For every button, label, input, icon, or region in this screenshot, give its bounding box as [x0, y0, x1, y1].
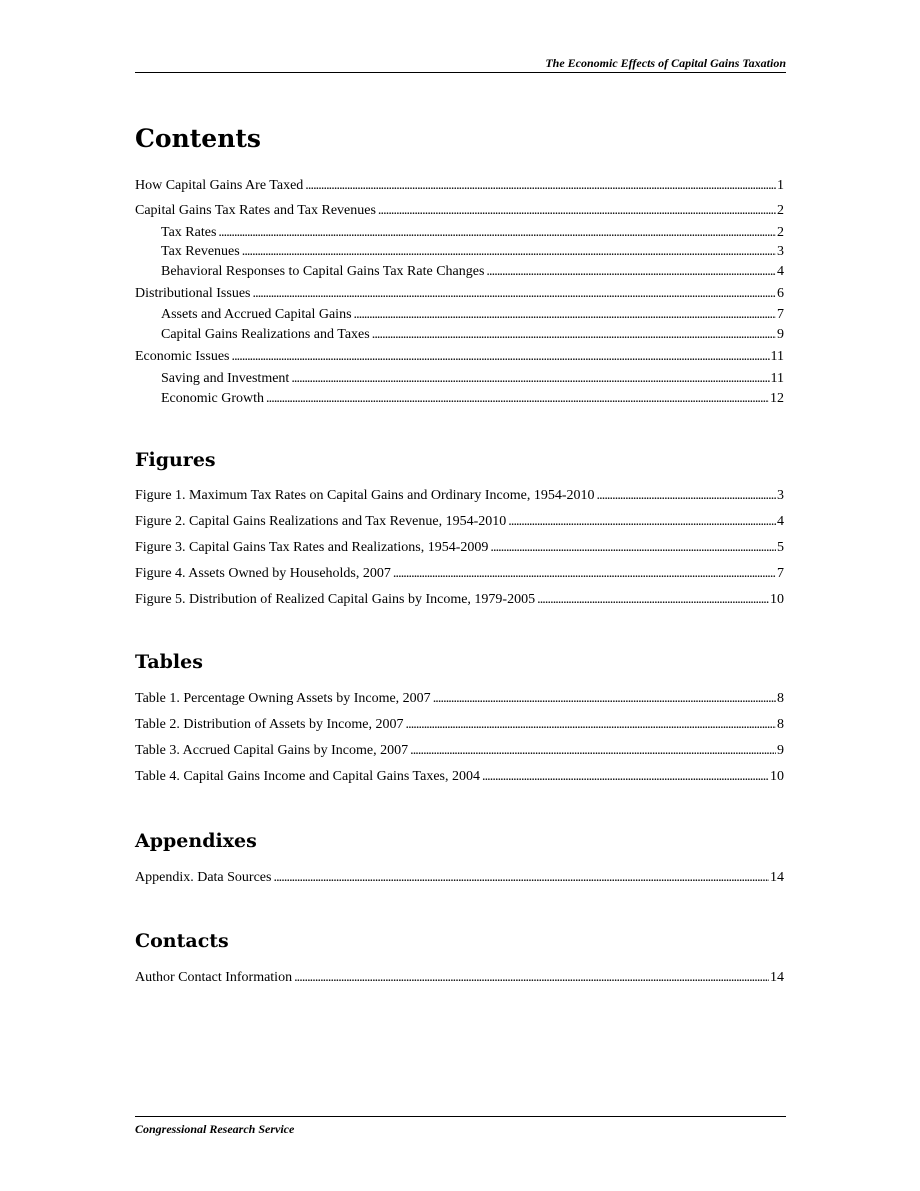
dot-leader	[378, 202, 776, 220]
toc-entry-page: 4	[777, 264, 784, 279]
toc-entry-label: Economic Growth	[161, 391, 265, 406]
dot-leader	[410, 742, 776, 760]
footer-text: Congressional Research Service	[135, 1122, 295, 1136]
figure-entry[interactable]	[135, 487, 784, 505]
dot-leader	[231, 348, 769, 366]
toc-entry-page: 14	[770, 970, 784, 985]
tables-heading: Tables	[135, 651, 203, 673]
toc-entry[interactable]	[135, 285, 784, 303]
contents-heading: Contents	[135, 124, 262, 153]
toc-entry-label: How Capital Gains Are Taxed	[135, 178, 304, 193]
dot-leader	[433, 690, 776, 708]
toc-entry-page: 12	[770, 391, 784, 406]
toc-entry-page: 4	[777, 514, 784, 529]
dot-leader	[406, 716, 777, 734]
dot-leader	[372, 326, 776, 344]
toc-entry-page: 1	[777, 178, 784, 193]
toc-entry-page: 2	[777, 203, 784, 218]
toc-entry-label: Figure 3. Capital Gains Tax Rates and Realizations, 1954-2009	[135, 540, 489, 555]
table-entry[interactable]	[135, 716, 784, 734]
toc-entry-page: 9	[777, 327, 784, 342]
dot-leader	[294, 969, 769, 987]
toc-entry-page: 11	[770, 371, 784, 386]
toc-entry-label: Table 1. Percentage Owning Assets by Income, 2007	[135, 691, 431, 706]
running-header	[135, 54, 786, 73]
toc-entry-label: Saving and Investment	[161, 371, 290, 386]
toc-entry-label: Table 2. Distribution of Assets by Income, 2007	[135, 717, 404, 732]
toc-subentry[interactable]	[161, 390, 784, 408]
table-entry[interactable]	[135, 690, 784, 708]
toc-entry-page: 8	[777, 717, 784, 732]
toc-entry-label: Figure 2. Capital Gains Realizations and Tax Revenue, 1954-2010	[135, 514, 507, 529]
toc-subentry[interactable]	[161, 306, 784, 324]
toc-entry-label: Capital Gains Tax Rates and Tax Revenues	[135, 203, 376, 218]
contacts-heading: Contacts	[135, 930, 229, 952]
dot-leader	[218, 224, 776, 242]
dot-leader	[490, 539, 776, 557]
toc-entry-page: 14	[770, 870, 784, 885]
toc-entry-page: 10	[770, 769, 784, 784]
toc-entry[interactable]	[135, 348, 784, 366]
toc-entry-label: Table 4. Capital Gains Income and Capital Gains Taxes, 2004	[135, 769, 480, 784]
toc-entry-label: Tax Revenues	[161, 244, 240, 259]
figures-heading: Figures	[135, 449, 216, 471]
dot-leader	[305, 177, 776, 195]
appendix-entry[interactable]	[135, 869, 784, 887]
dot-leader	[354, 306, 776, 324]
figure-entry[interactable]	[135, 591, 784, 609]
toc-subentry[interactable]	[161, 263, 784, 281]
toc-entry-label: Distributional Issues	[135, 286, 251, 301]
dot-leader	[273, 869, 769, 887]
toc-entry-page: 3	[777, 488, 784, 503]
appendixes-heading: Appendixes	[135, 830, 257, 852]
dot-leader	[486, 263, 776, 281]
toc-entry-page: 10	[770, 592, 784, 607]
toc-entry-page: 7	[777, 307, 784, 322]
toc-subentry[interactable]	[161, 326, 784, 344]
dot-leader	[266, 390, 769, 408]
dot-leader	[597, 487, 776, 505]
toc-entry-label: Figure 1. Maximum Tax Rates on Capital Gains and Ordinary Income, 1954-2010	[135, 488, 595, 503]
table-entry[interactable]	[135, 742, 784, 760]
toc-entry-page: 3	[777, 244, 784, 259]
toc-entry[interactable]	[135, 202, 784, 220]
figure-entry[interactable]	[135, 513, 784, 531]
toc-entry-page: 5	[777, 540, 784, 555]
toc-entry-label: Appendix. Data Sources	[135, 870, 272, 885]
dot-leader	[508, 513, 776, 531]
toc-entry[interactable]	[135, 177, 784, 195]
toc-subentry[interactable]	[161, 243, 784, 261]
toc-entry-label: Author Contact Information	[135, 970, 293, 985]
dot-leader	[393, 565, 776, 583]
toc-entry-page: 7	[777, 566, 784, 581]
toc-entry-label: Figure 4. Assets Owned by Households, 2007	[135, 566, 391, 581]
toc-entry-page: 6	[777, 286, 784, 301]
toc-entry-label: Figure 5. Distribution of Realized Capital Gains by Income, 1979-2005	[135, 592, 536, 607]
figure-entry[interactable]	[135, 539, 784, 557]
table-entry[interactable]	[135, 768, 784, 786]
toc-entry-label: Behavioral Responses to Capital Gains Tax Rate Changes	[161, 264, 485, 279]
page-footer	[135, 1116, 786, 1137]
dot-leader	[242, 243, 776, 261]
dot-leader	[537, 591, 769, 609]
toc-entry-page: 2	[777, 225, 784, 240]
toc-entry-label: Tax Rates	[161, 225, 217, 240]
toc-entry-label: Capital Gains Realizations and Taxes	[161, 327, 370, 342]
toc-subentry[interactable]	[161, 224, 784, 242]
running-header-title: The Economic Effects of Capital Gains Taxation	[545, 56, 786, 70]
toc-entry-page: 11	[770, 349, 784, 364]
toc-entry-page: 8	[777, 691, 784, 706]
toc-entry-page: 9	[777, 743, 784, 758]
dot-leader	[291, 370, 769, 388]
toc-entry-label: Assets and Accrued Capital Gains	[161, 307, 352, 322]
contact-entry[interactable]	[135, 969, 784, 987]
toc-entry-label: Economic Issues	[135, 349, 230, 364]
toc-subentry[interactable]	[161, 370, 784, 388]
figure-entry[interactable]	[135, 565, 784, 583]
dot-leader	[482, 768, 769, 786]
toc-entry-label: Table 3. Accrued Capital Gains by Income, 2007	[135, 743, 409, 758]
dot-leader	[253, 285, 777, 303]
